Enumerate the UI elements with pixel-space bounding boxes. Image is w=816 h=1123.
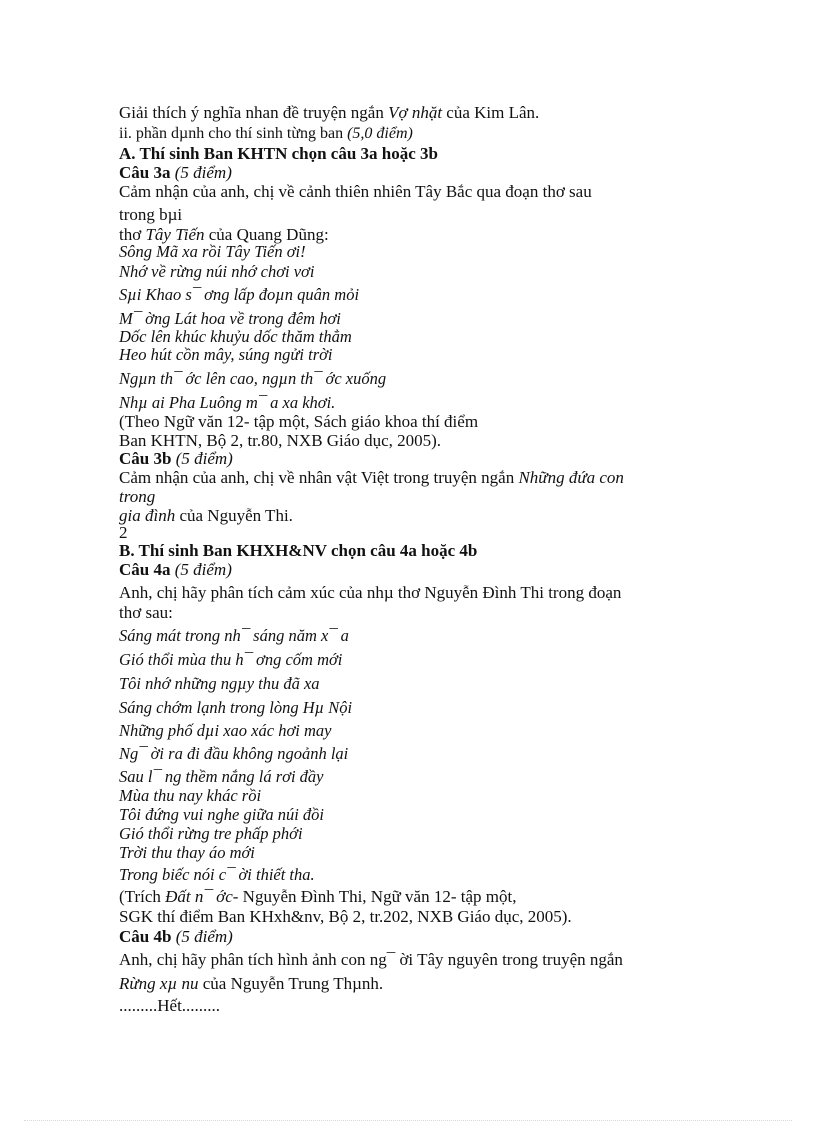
- question-3a-prompt-cont: trong bµi: [119, 205, 183, 224]
- poem-line: Gió thổi mùa thu h¯ ơng cốm mới: [119, 650, 343, 669]
- poem-line: Sông Mã xa rồi Tây Tiến ơi!: [119, 242, 306, 261]
- poem-line: Gió thổi rừng tre phấp phới: [119, 824, 303, 843]
- source-citation: Ban KHTN, Bộ 2, tr.80, NXB Giáo dục, 2005).: [119, 431, 442, 450]
- source-citation: SGK thí điểm Ban KHxh&nv, Bộ 2, tr.202, NXB Giáo dục, 2005).: [119, 907, 572, 926]
- poem-line: Sáng chớm lạnh trong lòng Hµ Nội: [119, 698, 353, 717]
- end-marker: .........Hết.........: [119, 996, 221, 1015]
- question-3b-heading: Câu 3b (5 điểm): [119, 449, 233, 468]
- section-b-heading: B. Thí sinh Ban KHXH&NV chọn câu 4a hoặc 4b: [119, 541, 478, 560]
- poem-line: Trong biếc nói c¯ ời thiết tha.: [119, 865, 315, 884]
- question-4a-prompt-cont: thơ sau:: [119, 603, 173, 622]
- poem-line: Tôi đứng vui nghe giữa núi đồi: [119, 805, 324, 824]
- poem-line: M¯ ờng Lát hoa về trong đêm hơi: [119, 309, 341, 328]
- poem-line: Nhµ ai Pha Luông m¯ a xa khơi.: [119, 393, 336, 412]
- section-a-heading: A. Thí sinh Ban KHTN chọn câu 3a hoặc 3b: [119, 144, 438, 163]
- source-citation: (Trích Đất n¯ ớc- Nguyễn Đình Thi, Ngữ văn 12- tập một,: [119, 887, 517, 906]
- work-title: Vợ nhặt: [388, 103, 443, 122]
- poem-line: Sáng mát trong nh¯ sáng năm x¯ a: [119, 626, 349, 645]
- question-3b-prompt-cont: gia đình của Nguyễn Thi.: [119, 506, 293, 525]
- poem-line: Những phố dµi xao xác hơi may: [119, 721, 332, 740]
- poem-line: Nhớ về rừng núi nhớ chơi vơi: [119, 262, 315, 281]
- source-citation: (Theo Ngữ văn 12- tập một, Sách giáo khoa thí điểm: [119, 412, 479, 431]
- question-3a-prompt-cont: thơ Tây Tiến của Quang Dũng:: [119, 225, 329, 244]
- question-3a-heading: Câu 3a (5 điểm): [119, 163, 232, 182]
- poem-line: Tôi nhớ những ngµy thu đã xa: [119, 674, 320, 693]
- question-4a-heading: Câu 4a (5 điểm): [119, 560, 232, 579]
- question-4b-prompt: Anh, chị hãy phân tích hình ảnh con ng¯ ời Tây nguyên trong truyện ngắn: [119, 950, 623, 969]
- question-4b-heading: Câu 4b (5 điểm): [119, 927, 233, 946]
- poem-line: Dốc lên khúc khuỷu dốc thăm thẳm: [119, 327, 352, 346]
- poem-line: Mùa thu nay khác rồi: [119, 786, 262, 805]
- question-4b-prompt-cont: Rừng xµ nu của Nguyễn Trung Thµnh.: [119, 974, 384, 993]
- poem-line: Sµi Khao s¯ ơng lấp đoµn quân mỏi: [119, 285, 360, 304]
- question-4a-prompt: Anh, chị hãy phân tích cảm xúc của nhµ thơ Nguyễn Đình Thi trong đoạn: [119, 583, 622, 602]
- poem-line: Sau l¯ ng thềm nắng lá rơi đầy: [119, 767, 324, 786]
- poem-line: Ngµn th¯ ớc lên cao, ngµn th¯ ớc xuống: [119, 369, 387, 388]
- intro-line: Giải thích ý nghĩa nhan đề truyện ngắn Vợ nhặt của Kim Lân.: [119, 103, 540, 122]
- question-3b-prompt-cont: trong: [119, 487, 156, 506]
- part-two-heading: ii. phần dµnh cho thí sinh từng ban (5,0 điểm): [119, 125, 413, 142]
- page-bottom-divider: [24, 1120, 792, 1121]
- poem-line: Trời thu thay áo mới: [119, 843, 255, 862]
- poem-line: Ng¯ ời ra đi đầu không ngoảnh lại: [119, 744, 349, 763]
- page-number: 2: [119, 523, 128, 542]
- poem-line: Heo hút cồn mây, súng ngửi trời: [119, 345, 333, 364]
- question-3a-prompt: Cảm nhận của anh, chị về cảnh thiên nhiên Tây Bắc qua đoạn thơ sau: [119, 182, 592, 201]
- question-3b-prompt: Cảm nhận của anh, chị về nhân vật Việt trong truyện ngắn Những đứa con: [119, 468, 624, 487]
